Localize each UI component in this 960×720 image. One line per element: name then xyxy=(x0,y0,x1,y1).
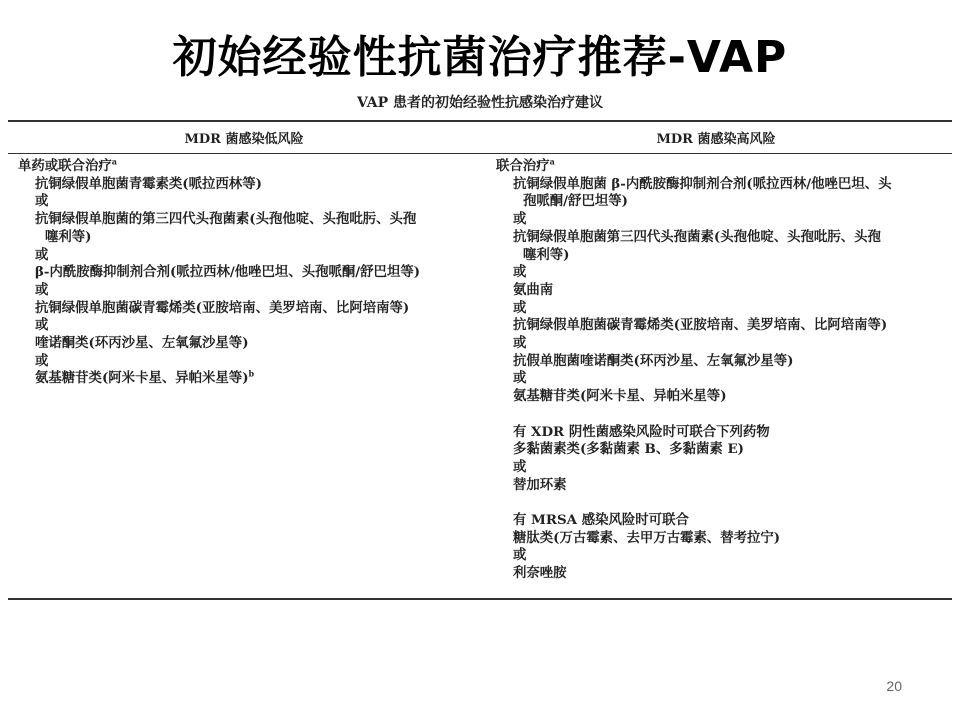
list-item: 抗假单胞菌喹诺酮类(环丙沙星、左氧氟沙星等) xyxy=(513,352,794,369)
low-risk-heading: 单药或联合治疗$^a$ xyxy=(18,156,117,174)
list-item: 或 xyxy=(35,281,49,298)
table-bottom-rule xyxy=(8,598,952,600)
list-item: 或 xyxy=(513,264,527,281)
list-item: 或 xyxy=(35,352,49,369)
list-item: 或 xyxy=(513,547,527,564)
list-item: β-内酰胺酶抑制剂合剂(哌拉西林/他唑巴坦、头孢哌酮/舒巴坦等) xyxy=(35,264,421,281)
list-item: 抗铜绿假单胞菌的第三四代头孢菌素(头孢他啶、头孢吡肟、头孢 xyxy=(35,211,417,228)
list-item: 糖肽类(万古霉素、去甲万古霉素、替考拉宁) xyxy=(513,529,781,546)
column-header-high-risk: MDR 菌感染高风险 xyxy=(656,132,776,147)
list-item: 喹诺酮类(环丙沙星、左氧氟沙星等) xyxy=(35,335,249,352)
slide-title: 初始经验性抗菌治疗推荐-VAP xyxy=(172,32,788,83)
list-item: 或 xyxy=(513,211,527,228)
table-header-rule xyxy=(8,153,952,154)
list-item: 噻利等) xyxy=(523,246,570,263)
list-item: 氨基糖苷类(阿米卡星、异帕米星等) xyxy=(513,388,727,405)
column-header-low-risk: MDR 菌感染低风险 xyxy=(184,132,304,147)
list-item: 抗铜绿假单胞菌青霉素类(哌拉西林等) xyxy=(35,175,262,192)
list-item: 孢哌酮/舒巴坦等) xyxy=(523,193,628,210)
table-caption: VAP 患者的初始经验性抗感染治疗建议 xyxy=(356,95,604,111)
list-item: 或 xyxy=(513,299,527,316)
list-item: 抗铜绿假单胞菌第三四代头孢菌素(头孢他啶、头孢吡肟、头孢 xyxy=(513,228,881,245)
list-item: 氨曲南 xyxy=(513,281,554,298)
list-item: 或 xyxy=(35,246,49,263)
list-item: 替加环素 xyxy=(513,476,567,493)
spacer xyxy=(496,406,948,424)
low-risk-column xyxy=(18,158,488,388)
list-item: 氨基糖苷类(阿米卡星、异帕米星等)$^b$ xyxy=(35,368,255,387)
list-item: 或 xyxy=(513,335,527,352)
list-item: 抗铜绿假单胞菌碳青霉烯类(亚胺培南、美罗培南、比阿培南等) xyxy=(513,317,888,334)
list-item: 噻利等) xyxy=(45,228,92,245)
page-number: 20 xyxy=(886,678,902,694)
list-item: 或 xyxy=(513,458,527,475)
list-item: 或 xyxy=(513,370,527,387)
table-top-rule xyxy=(8,120,952,122)
mrsa-heading: 有 MRSA 感染风险时可联合 xyxy=(513,512,689,529)
high-risk-heading: 联合治疗$^a$ xyxy=(496,156,555,174)
list-item: 或 xyxy=(35,193,49,210)
high-risk-column xyxy=(496,158,948,583)
list-item: 利奈唑胺 xyxy=(513,565,567,582)
list-item: 或 xyxy=(35,317,49,334)
list-item: 抗铜绿假单胞菌 β-内酰胺酶抑制剂合剂(哌拉西林/他唑巴坦、头 xyxy=(513,175,892,192)
list-item: 抗铜绿假单胞菌碳青霉烯类(亚胺培南、美罗培南、比阿培南等) xyxy=(35,299,410,316)
list-item: 多黏菌素类(多黏菌素 B、多黏菌素 E) xyxy=(513,441,744,458)
spacer xyxy=(496,494,948,512)
xdr-heading: 有 XDR 阴性菌感染风险时可联合下列药物 xyxy=(513,423,770,440)
